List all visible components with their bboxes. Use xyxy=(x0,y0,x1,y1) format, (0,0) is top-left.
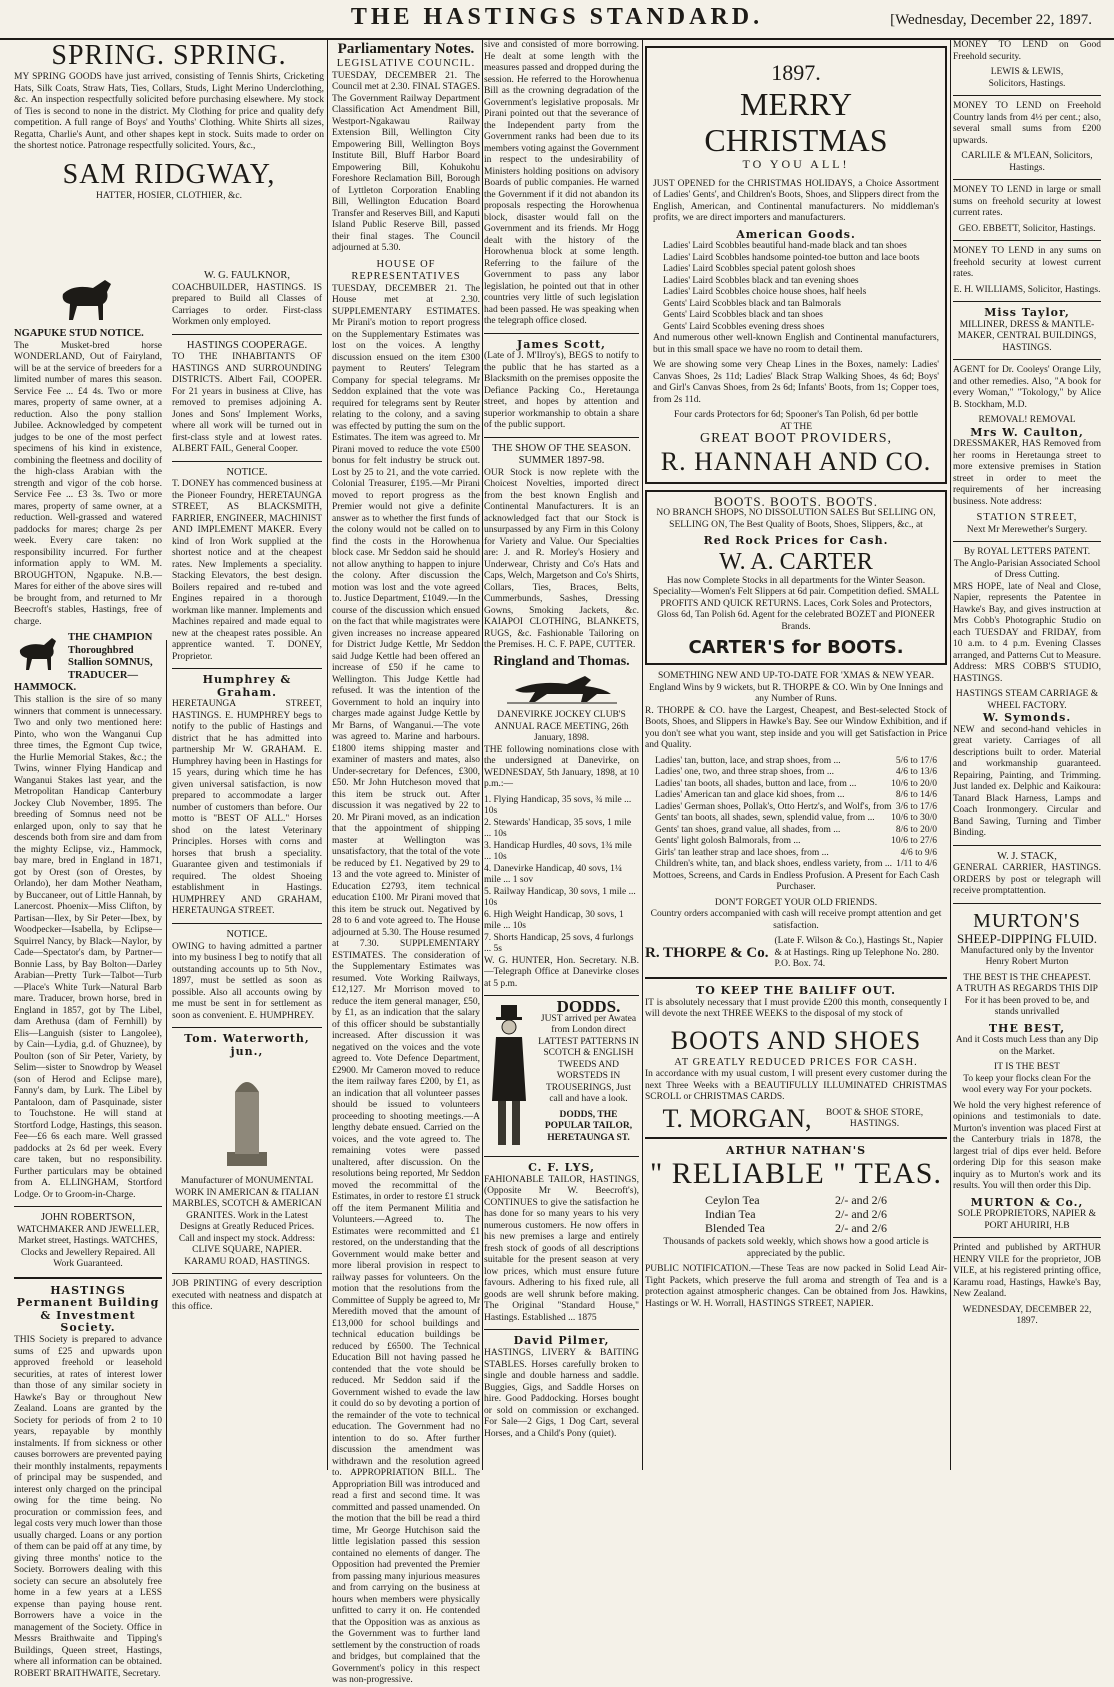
column-rule xyxy=(482,40,483,1470)
xmas-body: JUST OPENED for the CHRISTMAS HOLIDAYS, a Choice Assortment of Ladies' Gents', and Children's Boots, Shoes, and Slippers direct from the English, American, and Continental manufacturers. No middleman's profits, we are direct importers and manufacturers. xyxy=(653,178,939,224)
country-orders: Country orders accompanied with cash will receive prompt attention and get satisfaction. xyxy=(650,909,942,931)
england-wins: England Wins by 9 wickets, but R. THORPE & CO. Win by One Innings and any Number of Runs. xyxy=(649,682,943,705)
merry-christmas: MERRY CHRISTMAS xyxy=(704,86,888,158)
humphrey-graham-heading: Humphrey & Graham. xyxy=(202,673,292,699)
goods-item: Gents' Laird Scobbles black and tan Balmorals xyxy=(663,298,841,309)
goods-item: Ladies' Laird Scobbles handsome pointed-toe button and lace boots xyxy=(663,252,920,263)
jockey-body: THE following nominations close with the undersigned at Danevirke, on WEDNESDAY, 5th January, 1898, at 10 p.m.:— xyxy=(484,744,639,790)
money1: MONEY TO LEND on Good Freehold security. xyxy=(953,40,1101,62)
murton-co: MURTON & Co., xyxy=(970,1195,1084,1209)
col1-left xyxy=(14,270,163,1679)
carter-body: NO BRANCH SHOPS, NO DISSOLUTION SALES But SELLING ON, SELLING ON, The Best Quality of Boots, Shoes, Slippers, &c., at xyxy=(656,508,936,530)
race-item: 5. Railway Handicap, 30 sovs, 1 mile ... 10s xyxy=(484,886,636,909)
parl-heading: Parliamentary Notes. xyxy=(337,41,475,57)
imprint-date: WEDNESDAY, DECEMBER 22, 1897. xyxy=(962,1304,1092,1327)
column-rule xyxy=(166,640,167,1470)
at-the: AT THE xyxy=(779,421,813,432)
race-item: 1. Flying Handicap, 35 sovs, ¾ mile ... 10s xyxy=(484,794,632,817)
best-cheapest: THE BEST IS THE CHEAPEST. xyxy=(963,972,1091,983)
faulknor-body: COACHBUILDER, HASTINGS. IS prepared to Build all Classes of Carriages to order. First-class Workmen only employed. xyxy=(172,282,322,328)
reliable-teas: " RELIABLE " TEAS. xyxy=(650,1157,942,1191)
issue-date: [Wednesday, December 22, 1897. xyxy=(890,12,1092,28)
race-list xyxy=(484,795,639,956)
morgan-sub: BOOT & SHOE STORE, HASTINGS. xyxy=(825,1107,924,1130)
the-best: THE BEST, xyxy=(988,1021,1066,1035)
thorpe-name: R. THORPE & Co. xyxy=(645,945,769,962)
costs-less: And it Costs much Less than any Dip on the Market. xyxy=(955,1035,1099,1057)
thorpe-footer xyxy=(645,936,947,971)
column-rule xyxy=(950,40,951,1470)
goods-item: Gents' Laird Scobbles black and tan shoes xyxy=(663,310,824,321)
racehorse-illustration xyxy=(507,672,617,706)
notice2-heading: NOTICE. xyxy=(226,928,268,940)
great-boot-providers: GREAT BOOT PROVIDERS, xyxy=(699,431,892,447)
foundry-body: T. DONEY has commenced business at the Pioneer Foundry, HERETAUNGA STREET, AS BLACKSMITH, FARRIER, ENGINEER, MACHINIST AND IMPLEMENT MAKER. Every kind of Iron Work supplied at the shortest notice and at the cheapest rates. New Implements a speciality. Stacking Elevators, the best design. Boilers repaired and re-tubed and Engines repaired in a thorough workman like manner. Implements and Machines repaired and made equal to new at the cheapest rates possible. An apprentice wanted. T. DONEY, Proprietor. xyxy=(172,479,322,662)
race-item: 3. Handicap Hurdles, 40 sovs, 1¾ mile ... 10s xyxy=(484,840,632,863)
tea-row: Blended Tea 2/- and 2/6 xyxy=(705,1221,887,1236)
murton-co-sub: SOLE PROPRIETORS, NAPIER & PORT AHURIRI, H.B xyxy=(957,1209,1097,1231)
monument-illustration xyxy=(217,1062,277,1172)
stud-body: The Musket-bred horse WONDERLAND, Out of Fairyland, will be at the service of breeders for a limited number of mares this season. Service Fee ... £4 4s. Two or more mares, property of same owner, at a reduction. Also the pony stallion Jubilee. Acknowledged by competent judges to be one of the most perfect specimens of his kind in existence, combining the fleetness and docility of the high-class Arabian with the strength and vigor of the cob horse. Service Fee ... £3 3s. Two or more mares, property of same owner, at a reduction. Well-grassed and watered paddocks for mares; charge 2s per week. Every care taken: no responsibility incurred. For further information apply to WM. M. BROUGHTON, Ngapuke. N.B.—Mares for either of the above sires will be brought from, and returned to Mr Beecroft's stables, Hastings, free of charge. xyxy=(14,340,163,627)
station-street-sub: Next Mr Merewether's Surgery. xyxy=(966,524,1088,535)
price-row: Gents' tan boots, all shades, sewn, splendid value, from ... 10/6 to 30/0 xyxy=(655,813,937,824)
tea-body: Thousands of packets sold weekly, which shows how a good article is appreciated by the public. xyxy=(663,1237,929,1259)
waterworth-body: Manufacturer of MONUMENTAL WORK IN AMERICAN & ITALIAN MARBLES, SCOTCH & AMERICAN GRANITES. Work in the Latest Designs at Greatly Reduced Prices. Call and inspect my stock. Address: CLIVE SQUARE, NAPIER. KARAMU ROAD, HASTINGS. xyxy=(172,1176,322,1267)
race-item: 4. Danevirke Handicap, 40 sovs, 1¼ mile ... 1 sov xyxy=(484,863,622,886)
ebbett: GEO. EBBETT, Solicitor, Hastings. xyxy=(958,223,1096,234)
council-heading: LEGISLATIVE COUNCIL. xyxy=(336,58,476,69)
carter-advert xyxy=(645,490,947,666)
goods-more: And numerous other well-known English and Continental manufacturers, but in this small space we have no room to detail them. xyxy=(653,333,939,355)
goods-item: Gents' Laird Scobbles evening dress shoes xyxy=(663,321,825,332)
boots-and-shoes: BOOTS AND SHOES xyxy=(670,1025,922,1055)
race-item: 2. Stewards' Handicap, 35 sovs, 1 mile ... 10s xyxy=(484,817,632,840)
it-is-best: IT IS THE BEST xyxy=(994,1062,1060,1073)
agent-notice: AGENT for Dr. Cooleys' Orange Lily, and other remedies. Also, "A book for every Woman," "Tokology," by Alice B. Stockham, M.D. xyxy=(953,365,1101,410)
pilmer-heading: David Pilmer, xyxy=(513,1334,610,1348)
bailiff-body: IT is absolutely necessary that I must provide £200 this month, consequently I will devote the next THREE WEEKS to the disposal of my stock of xyxy=(645,997,947,1020)
symonds-body: NEW and second-hand vehicles in great variety. Carriages of all descriptions built to order. Material and workmanship guaranteed. Repairing, Painting, and Trimming. Just landed ex. Delphic and Kaikoura: Tanard Black Harness, Lamps and Coach Ironmongery. Circular and Band Sawing, Turning and Timber Binding. xyxy=(953,724,1101,839)
tea-row: Indian Tea 2/- and 2/6 xyxy=(705,1207,887,1222)
american-goods: American Goods. xyxy=(736,227,856,241)
carter-name: W. A. CARTER xyxy=(719,548,873,575)
stack-name: W. J. STACK, xyxy=(997,850,1057,862)
gentleman-illustration xyxy=(484,1001,534,1151)
hannah-name: R. HANNAH AND CO. xyxy=(660,446,932,476)
mottoes: Mottoes, Screens, and Cards in Endless Profusion. A Present for Each Cash Purchaser. xyxy=(652,870,940,893)
dodds-advert xyxy=(484,997,639,1151)
price-row: Gents' tan shoes, grand value, all shades, from ... 8/6 to 20/0 xyxy=(655,824,937,835)
price-row: Ladies' German shoes, Pollak's, Otto Hertz's, and Wolf's, from 3/6 to 17/6 xyxy=(655,801,937,812)
cooperage-body: TO THE INHABITANTS OF HASTINGS AND SURROUNDING DISTRICTS. Albert Fail, COOPER. For 21 years in business at Clive, has removed to premises adjoining A. Jones and Sons' Implement Works, where all work will be turned out in first-class style and at lowest rates. ALBERT FAIL, General Cooper. xyxy=(172,352,322,455)
red-rock: Red Rock Prices for Cash. xyxy=(703,534,889,548)
public-notification: PUBLIC NOTIFICATION.—These Teas are now packed in Solid Lead Air-Tight Packets, which preserve the full aroma and strength of Tea and is a protection against atmospheric changes. Can be obtained from Jos. Hawkins, Hastings or W. H. Worrall, HASTINGS STREET, NAPIER. xyxy=(645,1264,947,1309)
hunter-sign: W. G. HUNTER, Hon. Secretary. N.B.—Telegraph Office at Danevirke closes at 5 p.m. xyxy=(484,955,639,989)
sheep-body: Manufactured only by the Inventor Henry Robert Murton xyxy=(960,945,1094,968)
dodds-heading: DODDS. xyxy=(556,997,621,1017)
tea-row: Ceylon Tea 2/- and 2/6 xyxy=(705,1193,887,1208)
building-society-heading: HASTINGS Permanent Building & Investment Society. xyxy=(16,1283,160,1335)
removal: REMOVAL! REMOVAL xyxy=(978,415,1076,426)
taylor-heading: Miss Taylor, xyxy=(984,306,1070,319)
notice2-body: OWING to having admitted a partner into my business I beg to notify that all outstanding accounts up to 5th Nov., 1897, must be settled as soon as possible. Also all accounts owing by me must be sent in for settlement as soon as convenient. E. HUMPHREY. xyxy=(172,941,322,1021)
hope-body: MRS HOPE, late of Neal and Close, Napier, represents the Patentee in Hawke's Bay, and gives instruction at Mrs Cobb's Photographic Studio on each TUESDAY and FRIDAY, from 10 a.m. to 4 p.m. Evening Classes arranged, and Patterns Cut to Measure. Address: MRS COBB'S STUDIO, HASTINGS. xyxy=(953,581,1101,684)
morgan-name: T. MORGAN, xyxy=(662,1103,812,1133)
murtons: MURTON'S xyxy=(973,909,1081,932)
spring-body: MY SPRING GOODS have just arrived, consisting of Tennis Shirts, Cricketing Hats, Silk Coats, Straw Hats, Ties, Collars, Studs, Light Merino Underclothing, &c. An inspection respectfully solicited before purchasing elsewhere. My stock of Ties is second to none in the district. My Clothing for price and quality defy competition. A full range of Boys' and Youths' Clothing. White Shirts all sizes, Regatta, Charlie's Aunt, and other shapes kept in stock. Suits made to order on the shortest notice. Patronage respectfully solicited. Yours, &c., xyxy=(14,72,324,151)
cooperage-heading: HASTINGS COOPERAGE. xyxy=(186,339,308,351)
steam-heading: HASTINGS STEAM CARRIAGE & WHEEL FACTORY. xyxy=(955,689,1099,711)
goods-list xyxy=(663,241,939,333)
col1-right xyxy=(172,270,322,1470)
col4 xyxy=(645,40,947,1470)
station-street: STATION STREET, xyxy=(976,512,1078,524)
royal-patent: By ROYAL LETTERS PATENT. xyxy=(963,547,1091,558)
notice-heading: NOTICE. xyxy=(226,466,268,478)
lys-heading: C. F. LYS, xyxy=(528,1161,595,1175)
nathan-heading: ARTHUR NATHAN'S xyxy=(725,1143,867,1157)
truth-body: For it has been proved to be, and stands unrivalled xyxy=(964,995,1090,1018)
lewis-lewis-sub: Solicitors, Hastings. xyxy=(988,78,1066,89)
to-you-all: TO YOU ALL! xyxy=(742,157,850,171)
tea-list xyxy=(705,1193,887,1235)
price-row: Gents' light golosh Balmorals, from ... 10/6 to 27/6 xyxy=(655,836,937,847)
something-new: SOMETHING NEW AND UP-TO-DATE FOR 'XMAS & NEW YEAR. xyxy=(657,671,935,682)
scott-body: (Late of J. M'Ilroy's), BEGS to notify to the public that he has started as a Blacksmith on the premises opposite the Defiance Packing Co., Heretaunga street, and hopes by attention and superior workmanship to obtain a share of the public support. xyxy=(484,351,639,431)
price-row: Ladies' American tan and glace kid shoes, from ... 8/6 to 14/6 xyxy=(655,790,937,801)
money4: MONEY TO LEND in any sums on freehold security at lowest current rates. xyxy=(953,246,1101,279)
parl-continued: sive and consisted of more borrowing. He dealt at some length with the measures passed and dropped during the session. He referred to the Horowhenua Bill as the crowning degradation of the Government's legislative proposals. Mr Pirani pointed out that the severance of the Independent party from the Government ranks had been due to its members voting against the Government in respect to the undesirability of Ministers holding positions on advisory Boards of public companies. He warned the Government if it did not abandon its proposals respecting the Horowhenua block, disaster would fall on the Government and its friends. Mr Hogg dealt with the history of the Horowhenua block at some length. Referring to the failure of the Government to pass any labor legislation, he pointed out that in other countries very little of such legislation had been passed. He was speaking when the telegraph office closed. xyxy=(484,40,639,326)
goods-item: Ladies' Laird Scobbles choice house shoes, half heels xyxy=(663,287,867,298)
stud-heading: NGAPUKE STUD NOTICE. xyxy=(14,328,144,339)
taylor-body: MILLINER, DRESS & MANTLE-MAKER, CENTRAL BUILDINGS, HASTINGS. xyxy=(957,319,1097,353)
hannah-advert xyxy=(645,46,947,484)
race-item: 7. Shorts Handicap, 25 sovs, 4 furlongs ... 5s xyxy=(484,932,634,955)
faulknor-name: W. G. FAULKNOR, xyxy=(203,270,291,281)
robertson-name: JOHN ROBERTSON, xyxy=(41,1212,135,1224)
imprint: Printed and published by ARTHUR HENRY VILE for the proprietor, JOB VILE, at his registered printing office, Karamu road, Hastings, Hawke's Bay, New Zealand. xyxy=(953,1243,1101,1300)
price-list xyxy=(655,756,937,871)
col5 xyxy=(953,40,1101,1470)
money2: MONEY TO LEND on Freehold Country lands from 4½ per cent.; also, several small sums from £200 upwards. xyxy=(953,101,1101,146)
stack-body: GENERAL CARRIER, HASTINGS. ORDERS by post or telegraph will receive promptattention. xyxy=(953,863,1101,897)
it-is-best-body: To keep your flocks clean For the wool every way For your pockets. xyxy=(962,1073,1092,1096)
ridgway-name: SAM RIDGWAY, xyxy=(62,158,276,190)
symonds-heading: W. Symonds. xyxy=(982,711,1072,725)
price-row: Ladies' tan boots, all shades, button and lace, from ... 10/6 to 20/0 xyxy=(655,778,937,789)
race-item: 6. High Weight Handicap, 30 sovs, 1 mile ... 10s xyxy=(484,909,624,932)
morgan-footer xyxy=(645,1103,947,1133)
col3 xyxy=(484,40,639,1470)
price-row: Ladies' one, two, and three strap shoes, from ... 4/6 to 13/6 xyxy=(655,767,937,778)
boots-boots: BOOTS. BOOTS. BOOTS. xyxy=(713,493,879,509)
show-body: OUR Stock is now replete with the Choicest Novelties, imported direct from the best known English and Continental Manufacturers. It is an acknowledged fact that our Stock is unsurpassed by any Firm in this Colony for Variety and Value. Our Specialties are: J. and R. Morley's Hosiery and Underwear, Christy and Co's Hats and Caps, Welch, Margetson and Co's Shirts, Collars, Ties, Braces, Belts, Cummerbunds, Sashes, Dressing Gowns, Smoking Jackets, &c. KAIAPOI CLOTHING, BLANKETS, RUGS, &c. Fashionable Tailoring on the Premises. H. C. F. PAPE, CUTTER. xyxy=(484,467,639,651)
bailiff-heading: TO KEEP THE BAILIFF OUT. xyxy=(696,983,896,997)
money3: MONEY TO LEND in large or small sums on freehold security at lowest current rates. xyxy=(953,185,1101,218)
morgan-body: In accordance with my usual custom, I will present every customer during the next Three Weeks with a BEAUTIFULLY ILLUMINATED CHRISTMAS SCROLL or CHRISTMAS CARDS. xyxy=(645,1069,947,1103)
council-body: TUESDAY, DECEMBER 21. The Council met at 2.30. FINAL STAGES. The Government Railway Department Classification Act Amendment Bill, Westport-Ngakawau Railway Extension Bill, Wellington City Empowering Bill, Wellington Boys Institute Bill, Bluff Harbor Board Empowering Bill, Kohukohu Foreshore Reclamation Bill, Borough of Lyttleton Corporation Enabling Bill, Wellington Education Board Transfer and Reserves Bill, and Kaputi Island Public Reserve Bill, passed their final stages. The Council adjourned at 5.30. xyxy=(332,70,480,254)
lewis-lewis: LEWIS & LEWIS, xyxy=(990,67,1064,77)
humphrey-graham-body: HERETAUNGA STREET, HASTINGS. E. HUMPHREY begs to notify to the public of Hastings and district that he has admitted into partnership Mr W. GRAHAM. E. Humphrey having been in Hastings for 15 years, during which time he has given universal satisfaction, is now prepared to accommodate a larger number of customers than before. Our motto is "BEST OF ALL." Horses shod on the latest Veterinary Principles. Horses with corns and horses that brush a speciality. Guarantee given and testimonials if required. The oldest Shoeing establishment in Hastings. HUMPHREY AND GRAHAM, HERETAUNGA STREET. xyxy=(172,699,322,917)
price-row: Ladies' tan, button, lace, and strap shoes, from ... 5/6 to 17/6 xyxy=(655,755,937,766)
thorpe-body: R. THORPE & CO. have the Largest, Cheapest, and Best-selected Stock of Boots, Shoes, and Slippers in Hawke's Bay. See our Window Exhibition, and if you don't see what you want, step inside and you will get Satisfaction in Price and Quality. xyxy=(645,705,947,751)
cheap-lines: We are showing some very Cheap Lines in the Boxes, namely: Ladies' Canvas Shoes, 2s 11d; Ladies' Black Strap Walking Shoes, 4s 6d; Boys' and Girl's Canvas Shoes, from 2s 6d; Infants' Boots, from 1s; Copper toes, from 2s 11d. xyxy=(653,360,939,405)
dodds-tailor: DODDS, THE POPULAR TAILOR, HERETAUNGA ST. xyxy=(544,1109,633,1143)
thorpe-address: (Late F. Wilson & Co.), Hastings St., Napier & at Hastings. Ring up Telephone No. 280. P.O. Box. 74. xyxy=(774,936,944,970)
dont-forget: DON'T FORGET YOUR OLD FRIENDS. xyxy=(714,897,878,908)
carters-for-boots: CARTER'S for BOOTS. xyxy=(688,637,904,659)
champion-heading: THE CHAMPION Thoroughbred Stallion SOMNUS, TRADUCER—HAMMOCK. xyxy=(14,632,153,694)
goods-item: Ladies' Laird Scobbles black and tan evening shoes xyxy=(663,275,859,286)
column-rule xyxy=(642,40,643,1470)
lys-body: FAHIONABLE TAILOR, HASTINGS, (Opposite Mr W. Beecroft's), CONTINUES to give the satisfaction he has done for so many years to his very numerous customers. He now offers in his new premises a large and entirely fresh stock of goods of all descriptions suitable for the present season at very low prices, which must ensure future favours. Adhering to his fixed rule, all goods are well shrunk before making. The Original "Standard House," Hastings. Established ... 1875 xyxy=(484,1174,639,1323)
reduced-prices: AT GREATLY REDUCED PRICES FOR CASH. xyxy=(674,1056,918,1068)
sheep-dipping: SHEEP-DIPPING FLUID. xyxy=(956,930,1098,946)
parliamentary-notes xyxy=(332,40,480,1686)
carter-body2: Has now Complete Stocks in all departments for the Winter Season. Speciality—Women's Felt Slippers at 6d pair. Competition defied. SMALL PROFITS AND QUICK RETURNS. Laces, Cork Soles and Protectors, Gloss 6d, Tan Polish 6d. Agent for the celebrated BOZET and PIONEER Brands. xyxy=(653,575,939,632)
building-society-body: THIS Society is prepared to advance sums of £25 and upwards upon approved freehold or leasehold securities, at rates of interest lower than those of any similar society in Hawke's Bay or throughout New Zealand. Loans are granted by the Society for periods of from 2 to 10 years, repayable by monthly instalments. If from sickness or other causes borrowers are prevented paying their monthly instalments, repayments of principal may be suspended, and interest only charged on the principal owing for the time being. No procuration or commission fees, and legal costs very much lower than those usually charged. Loans or any portion of them can be paid off at any time, by giving three months' notice to the Society. Borrowers dealing with this society can secure an absolutely free home in a few years at a LESS expense than paying house rent. Borrowers have a voice in the management of the Society. Office in Messrs Braithwaite and Tipping's Buildings, Queen street, Hastings, where all information can be obtained. ROBERT BRAITHWAITE, Secretary. xyxy=(14,1335,162,1679)
caulton-heading: Mrs W. Caulton, xyxy=(970,425,1084,439)
anglo-parisian: The Anglo-Parisian Associated School of Dress Cutting. xyxy=(953,558,1101,581)
goods-item: Ladies' Laird Scobbles beautiful hand-made black and tan shoes xyxy=(663,241,907,252)
masthead xyxy=(0,0,1114,40)
goods-item: Ladies' Laird Scobbles special patent golosh shoes xyxy=(663,264,856,275)
stallion-illustration xyxy=(14,634,64,674)
waterworth-heading: Tom. Waterworth, jun., xyxy=(184,1032,310,1058)
spring-advert xyxy=(14,40,324,270)
jockey-heading: DANEVIRKE JOCKEY CLUB'S ANNUAL RACE MEETING, 26th January, 1898. xyxy=(494,710,629,744)
hold-body: We hold the very highest reference of opinions and testimonials to date. Murton's invention was placed First at the Canterbury trials in 1878, the largest trial of dips ever held. Before ordering Dip for this season make inquiry as to Murton's work and its results. You will then order this Dip. xyxy=(953,1100,1101,1192)
ringland-heading: Ringland and Thomas. xyxy=(493,653,630,669)
protectors: Four cards Protectors for 6d; Spooner's Tan Polish, 6d per bottle xyxy=(674,410,918,421)
scott-heading: James Scott, xyxy=(517,337,606,351)
ridgway-sub: HATTER, HOSIER, CLOTHIER, &c. xyxy=(96,190,242,201)
champion-body: This stallion is the sire of so many winners that comment is unnecessary. Two and only two mentioned here: Pinto, who won the Wanganui Cup three times, the Egmont Cup twice, the Hurlie Memorial Stakes, &c.; the Twins, winner Flying Handicap and Wanganui Stakes last year, and the Metropolitan Handicap Canterbury Jockey Club November, 1895. The breeding of Somnus need not be enlarged upon, only to say that he descends both from sire and dam from the mighty Eclipse, viz., Hammock, bay mare, bred in England in 1871, got by Orest (son of Orestes, by Orlando), her dam Mother Neatham, by Buccaneer, out of Little Hannah, by Lanercost. Phoenix—Miss Clifton, by Partisan—Ilex, by Sir Peter—Ibex, by Woodpecker—Isabella, by Eclipse—Squirrel Nancy, by Black—Naylor, by Cade—Spectator's dam, by Partner—Bonnie Lass, by Bay Bolton—Darley Arabian—Pretty Turk—Talbot—Turb—Place's White Turk—Natural Barb mare. Traducer, brown horse, bred in England in 1857, got by The Libel, dam Arethusa (dam of Fernhill) by Elis—Languish (sister to Langolee), by Cain—Lydia, g.d. of Ghuznee), by Poulton (son of Sir Peter, Variety, by Selim—sister to Snowdrop by Weasel (son of Herod and Eclipse mare), Fanny's dam, by Lurk. The Libel by Pantaloon, dam of Pasquinade, sister to Touchstone. He will stand at Stortford Lodge, Hastings, this season. Fee—£6 6s each mare. Well grassed paddocks at 2s 6d per week. Every care taken, but no responsibility. Further particulars may be obtained from A. ELLINGHAM, Stortford Lodge. Or to Groom-in-Charge. xyxy=(14,695,162,1200)
spring-heading: SPRING. SPRING. xyxy=(51,40,287,71)
house-heading: HOUSE OF REPRESENTATIVES xyxy=(351,258,461,283)
truth: A TRUTH AS REGARDS THIS DIP xyxy=(956,984,1098,995)
column-rule xyxy=(327,40,328,1470)
price-row: Children's white, tan, and black shoes, endless variety, from ... 1/11 to 4/6 xyxy=(655,859,937,870)
robertson-body: WATCHMAKER AND JEWELLER, Market street, Hastings. WATCHES, Clocks and Jewellery Repaired. All Work Guaranteed. xyxy=(16,1224,160,1270)
caulton-body: DRESSMAKER, HAS Removed from her rooms in Heretaunga street to more extensive premises in Station street in order to meet the requirements of her increasing business. Note address: xyxy=(953,439,1101,507)
horse-illustration xyxy=(53,274,123,324)
williams: E. H. WILLIAMS, Solicitor, Hastings. xyxy=(953,284,1101,295)
price-row: Girls' tan leather strap and lace shoes, from ... 4/6 to 9/6 xyxy=(655,847,937,858)
show-heading: THE SHOW OF THE SEASON. SUMMER 1897-98. xyxy=(492,442,631,467)
job-printing: JOB PRINTING of every description executed with neatness and dispatch at this office. xyxy=(172,1279,322,1313)
house-body: TUESDAY, DECEMBER 21. The House met at 2.30. SUPPLEMENTARY ESTIMATES. Mr Pirani's motion to report progress on the Supplementary Estimates was lost on the voices. A lengthy discussion ensued on the item £300 payment to Reuters' Telegram Company for special telegrams. Mr Seddon explained that the vote was required for telegrams sent by Reuter relating to the colony, and a saving was effected by putting the sum on the Estimates. The item was agreed to. Mr Pirani moved to reduce the vote £500 bonus for felt industry be struck out. Lost by 25 to 21, and the vote carried. Colonial Treasurer, £195.—Mr Pirani moved to report progress as the Premier would not give a definite answer as to whether the first funds of the colony would not be called on to find the costs in the Horowhenua block case. Mr Seddon said he should not allow anything to happen to injure the colony. After discussion the motion was lost and the vote agreed to. Justice Department, £1049.—In the course of the discussion which ensued on the fact that while magistrates were given increases no increase appeared for District Judge Kettle, Mr Seddon said Judge Kettle had been offered an increase of £50 if he came to Wellington. This Judge Kettle had refused. It was the intention of the Government to hold an inquiry into charges made against Judge Kettle by Mr Barns, of Wanganui.—The vote was agreed to. Marine and harbours. £1800 items shipping master and examiner of masters and mates, also Under-secretary for Defences, £300, £50. Mr John Hutcheson moved that this item be struck out. After discussion it was negatived by 22 to 20. Mr Pirani moved, as an indication that the appointment of shipping master at Wellington was unsatisfactory, that the total of the vote be reduced by £1. Negatived by 29 to 13 and the vote agreed to. Minister of Education £2793, item technical education £100. Mr Pirani moved that this item be struck out. Negatived by 28 to 6 and vote agreed to. The House adjourned at 5.30. The House resumed at 7.30. SUPPLEMENTARY ESTIMATES. The consideration of the Supplementary Estimates was resumed. Vote Working Railways, £12,127. Mr Morrison moved to reduce the item general manager, £50, by £1, as an indication that the salary of this officer should be substantially increased. After discussion it was negatived on the voices and the vote agreed to. Vote Defence Department, £2900. Mr Cameron moved to reduce the item railway fares £200, by £1, as an indication that all volunteer passes should be issued to volunteers proceeding to shooting meetings.—A lengthy debate ensued. Carried on the voices, and the vote agreed to. The remaining votes were passed unaltered, after discussion. On the resolutions being reported, Mr Seddon moved the recommittal of the Estimates, in order to restore £1 struck off the item Permanent Militia and Volunteers.—Agreed to. The Estimates were recommitted and £1 restored, on the understanding that the Government would make better and more liberal provision in respect to railway passes for volunteers. On the motion that the resolutions from the Committee of Supply be agreed to, Mr Meredith moved that the amount of £13,000 for school buildings and technical education buildings be reduced by £6500. The Technical Education Bill not having passed he contended that the vote should be reduced. Mr Seddon said if the Government wished to evade the law it could do so by devoting a portion of the remainder of the vote to technical education. The Government had no intention to do so. After further discussion the amendment was withdrawn and the resolution agreed to. APPROPRIATION BILL. The Appropriation Bill was introduced and read a first and second time. It was committed and passed unamended. On the motion that the bill be read a third time, Mr George Hutchison said the little legislation passed this session contained no elements of danger. The Opposition had prevented the Premier from passing many injurious measures and from carrying on the business at hours when members were physically unfitted to carry it on. He contended that the Opposition was as anxious as the Government was to further land settlement by the construction of roads and bridges, but complained that the Government's policy in this respect was non-progressive. xyxy=(332,283,480,1686)
pilmer-body: HASTINGS, LIVERY & BAITING STABLES. Horses carefully broken to single and double harness and saddle. Buggies, Gigs, and Saddle Horses on hire. Good Paddocking. Horses bought or sold on commission or exchanged. For Sale—2 Gigs, 1 Dog Cart, several Horses, and a Child's Pony (quiet). xyxy=(484,1348,639,1439)
newspaper-title: THE HASTINGS STANDARD. xyxy=(350,4,764,30)
year: 1897. xyxy=(771,60,821,85)
dodds-body: JUST arrived per Awatea from London direct LATTEST PATTERNS IN SCOTCH & ENGLISH TWEEDS AND WORSTEDS IN TROUSERINGS, Just call and have a look. xyxy=(538,1013,639,1105)
carlile-mclean: CARLILE & M'LEAN, Solicitors, Hastings. xyxy=(961,151,1093,173)
